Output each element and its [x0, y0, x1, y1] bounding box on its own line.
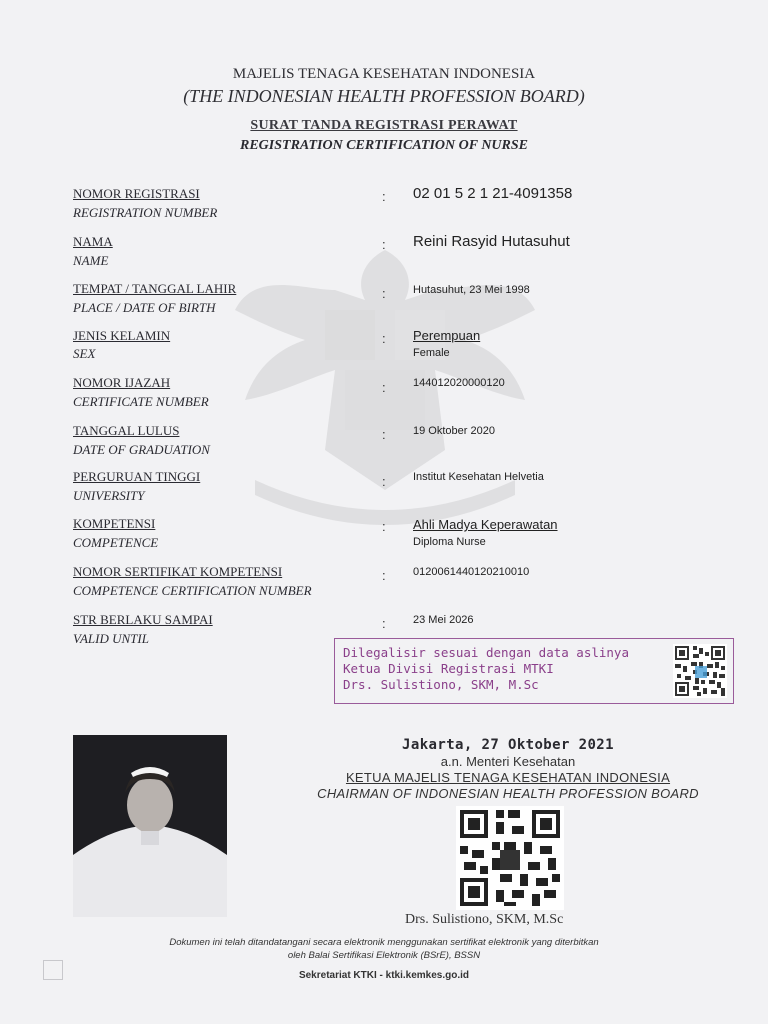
legalization-line-2: Ketua Divisi Registrasi MTKI: [343, 661, 554, 676]
field-label-birth: TEMPAT / TANGGAL LAHIR: [73, 281, 237, 296]
field-colon: :: [382, 380, 386, 395]
field-value-university: Institut Kesehatan Helvetia: [413, 471, 544, 483]
field-value-name: Reini Rasyid Hutasuhut: [413, 233, 570, 250]
field-colon: :: [382, 474, 386, 489]
field-colon: :: [382, 331, 386, 346]
legalization-stamp: [334, 638, 734, 704]
legalization-qr-code-icon: [673, 644, 727, 698]
signature-on-behalf: a.n. Menteri Kesehatan: [440, 754, 576, 769]
signature-qr-code-icon: [456, 806, 564, 910]
signature-title-en: CHAIRMAN OF INDONESIAN HEALTH PROFESSION BOARD: [317, 786, 699, 801]
field-value-graduation-date: 19 Oktober 2020: [413, 425, 495, 437]
signature-name: Drs. Sulistiono, SKM, M.Sc: [405, 912, 564, 927]
field-value-birth: Hutasuhut, 23 Mei 1998: [413, 284, 530, 296]
field-colon: :: [382, 189, 386, 204]
field-label-en-competence: COMPETENCE: [73, 535, 159, 550]
field-colon: :: [382, 237, 386, 252]
holder-photo: [73, 735, 227, 917]
doc-title-id: SURAT TANDA REGISTRASI PERAWAT: [250, 118, 518, 133]
field-label-graduation-date: TANGGAL LULUS: [73, 423, 180, 438]
field-colon: :: [382, 519, 386, 534]
field-colon: :: [382, 568, 386, 583]
field-label-en-sex: SEX: [73, 346, 96, 361]
org-name-id: MAJELIS TENAGA KESEHATAN INDONESIA: [232, 66, 536, 82]
field-colon: :: [382, 286, 386, 301]
footer-esign-note-1: Dokumen ini telah ditandatangani secara elektronik menggunakan sertifikat elektronik yang diterbitkan: [169, 937, 599, 948]
field-colon: :: [382, 616, 386, 631]
field-label-valid-until: STR BERLAKU SAMPAI: [73, 612, 213, 627]
field-value-en-sex: Female: [413, 347, 450, 359]
field-value-registration-number: 02 01 5 2 1 21-4091358: [413, 185, 573, 202]
field-value-competence: Ahli Madya Keperawatan: [413, 517, 558, 532]
footer-esign-note-2: oleh Balai Sertifikasi Elektronik (BSrE), BSSN: [287, 950, 481, 961]
legalization-line-1: Dilegalisir sesuai dengan data aslinya: [343, 645, 629, 660]
field-label-certificate-number: NOMOR IJAZAH: [73, 375, 171, 390]
field-label-en-competence-cert-number: COMPETENCE CERTIFICATION NUMBER: [73, 583, 312, 598]
field-value-sex: Perempuan: [413, 328, 481, 343]
field-label-en-birth: PLACE / DATE OF BIRTH: [73, 300, 216, 315]
footer-secretariat: Sekretariat KTKI - ktki.kemkes.go.id: [298, 970, 470, 981]
field-value-competence-cert-number: 0120061440120210010: [413, 566, 530, 578]
signature-title-id: KETUA MAJELIS TENAGA KESEHATAN INDONESIA: [345, 770, 671, 785]
corner-mark: [43, 960, 63, 980]
field-colon: :: [382, 427, 386, 442]
org-name-en: (THE INDONESIAN HEALTH PROFESSION BOARD): [183, 86, 585, 106]
field-label-en-valid-until: VALID UNTIL: [73, 631, 149, 646]
field-label-competence-cert-number: NOMOR SERTIFIKAT KOMPETENSI: [73, 564, 283, 579]
field-label-name: NAMA: [73, 234, 113, 249]
field-label-en-certificate-number: CERTIFICATE NUMBER: [73, 394, 209, 409]
field-label-en-name: NAME: [73, 253, 109, 268]
field-label-sex: JENIS KELAMIN: [73, 328, 171, 343]
field-value-certificate-number: 144012020000120: [413, 377, 505, 389]
field-label-en-graduation-date: DATE OF GRADUATION: [73, 442, 210, 457]
doc-title-en: REGISTRATION CERTIFICATION OF NURSE: [240, 138, 528, 153]
field-label-competence: KOMPETENSI: [73, 516, 156, 531]
field-label-en-university: UNIVERSITY: [73, 488, 145, 503]
field-value-en-competence: Diploma Nurse: [413, 536, 486, 548]
field-label-university: PERGURUAN TINGGI: [73, 469, 201, 484]
field-label-en-registration-number: REGISTRATION NUMBER: [73, 205, 218, 220]
legalization-line-3: Drs. Sulistiono, SKM, M.Sc: [343, 677, 539, 692]
field-label-registration-number: NOMOR REGISTRASI: [73, 186, 200, 201]
field-value-valid-until: 23 Mei 2026: [413, 614, 474, 626]
signature-place-date: Jakarta, 27 Oktober 2021: [402, 737, 614, 753]
